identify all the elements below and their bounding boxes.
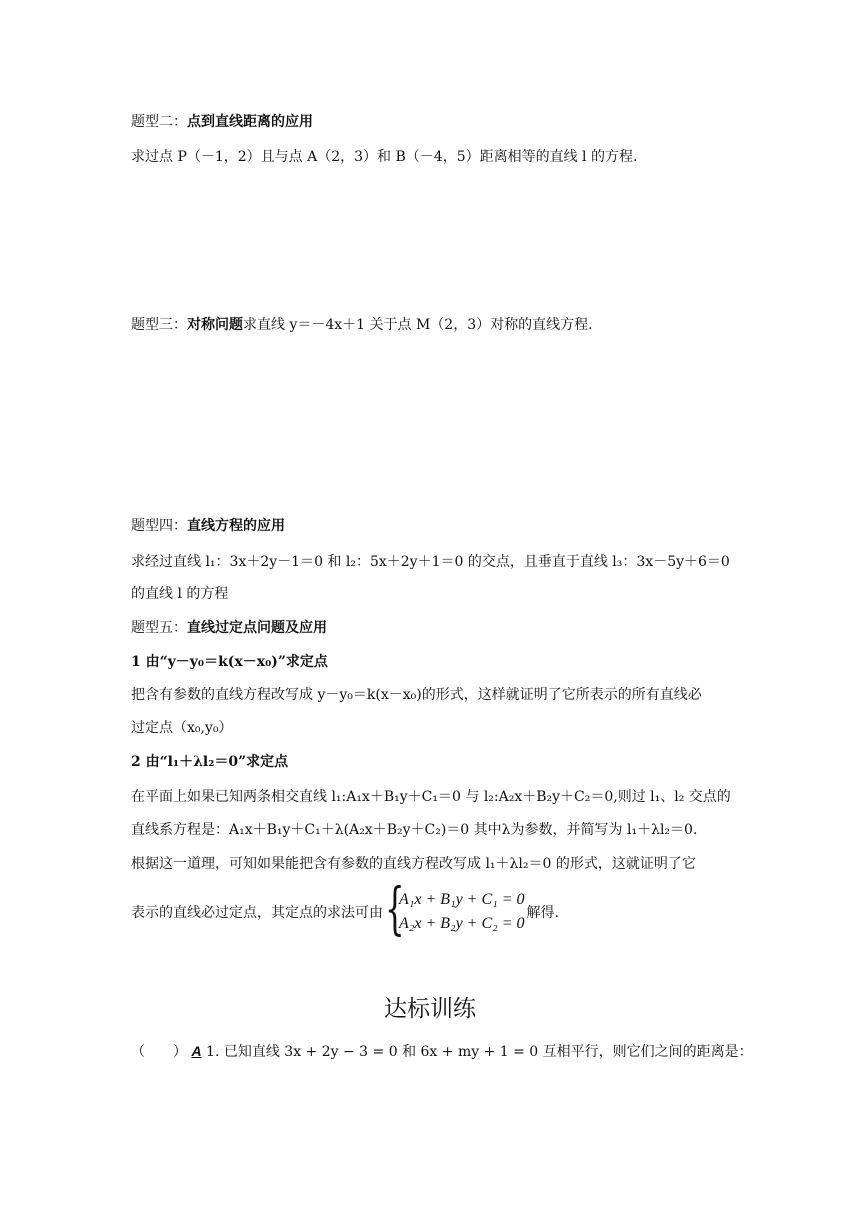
section-4-problem-line-1: 求经过直线 l₁：3x＋2y－1＝0 和 l₂：5x＋2y＋1＝0 的交点，且垂直于直线 l₃：3x－5y＋6＝0 bbox=[131, 554, 730, 570]
subsection-2-line-3: 根据这一道理，可知如果能把含有参数的直线方程改写成 l₁＋λl₂＝0 的形式，这就证明了它 bbox=[131, 856, 696, 872]
question-1-text: 1. 已知直线 3x + 2y − 3 = 0 和 6x + my + 1 = 0 互相平行，则它们之间的距离是： bbox=[206, 1044, 753, 1060]
subsection-1-line-1: 把含有参数的直线方程改写成 y－y₀＝k(x－x₀)的形式，这样就证明了它所表示的所有直线必 bbox=[131, 687, 702, 703]
section-3-title: 对称问题 bbox=[187, 317, 243, 333]
subsection-1-line-2: 过定点（x₀,y₀） bbox=[131, 720, 233, 736]
section-4-heading bbox=[131, 516, 285, 536]
section-heading-practice: 达标训练 bbox=[384, 996, 476, 1022]
left-brace-icon: { bbox=[385, 877, 405, 942]
section-5-heading bbox=[131, 618, 327, 638]
system-equation-1: A₁x + B₁y + C₁ = 0 bbox=[399, 891, 525, 908]
subsection-2-title: 2 由“l₁＋λl₂＝0”求定点 bbox=[131, 754, 289, 770]
subsection-1-title: 1 由“y－y₀＝k(x－x₀)”求定点 bbox=[131, 654, 328, 670]
subsection-2-line-1: 在平面上如果已知两条相交直线 l₁:A₁x＋B₁y＋C₁＝0 与 l₂:A₂x＋B₂y＋C₂＝0,则过 l₁、l₂ 交点的 bbox=[131, 789, 731, 805]
question-1 bbox=[131, 1041, 753, 1062]
section-4-label: 题型四： bbox=[131, 518, 187, 534]
subsection-2-line-2: 直线系方程是：A₁x＋B₁y＋C₁＋λ(A₂x＋B₂y＋C₂)＝0 其中λ为参数，并简写为 l₁＋λl₂＝0. bbox=[131, 822, 698, 838]
section-4-title: 直线方程的应用 bbox=[187, 518, 285, 534]
system-equation-2: A₂x + B₂y + C₂ = 0 bbox=[399, 915, 525, 932]
section-2-heading bbox=[131, 112, 313, 132]
section-2-problem: 求过点 P（－1，2）且与点 A（2，3）和 B（－4，5）距离相等的直线 l 的方程. bbox=[131, 149, 638, 165]
section-2-title: 点到直线距离的应用 bbox=[187, 114, 313, 130]
equation-system bbox=[385, 877, 525, 942]
section-3-problem: 求直线 y＝－4x＋1 关于点 M（2，3）对称的直线方程. bbox=[243, 317, 593, 333]
section-3-heading bbox=[131, 315, 593, 335]
section-3-label: 题型三： bbox=[131, 317, 187, 333]
section-2-label: 题型二： bbox=[131, 114, 187, 130]
question-1-paren: （ ） bbox=[131, 1044, 187, 1060]
subsection-2-line-4-before: 表示的直线必过定点，其定点的求法可由 bbox=[131, 905, 383, 921]
section-5-title: 直线过定点问题及应用 bbox=[187, 620, 327, 636]
section-5-label: 题型五： bbox=[131, 620, 187, 636]
section-4-problem-line-2: 的直线 l 的方程 bbox=[131, 586, 229, 602]
subsection-2-line-4-after: 解得. bbox=[526, 905, 559, 921]
question-1-answer: A bbox=[191, 1043, 202, 1059]
subsection-2-line-4 bbox=[131, 877, 559, 942]
